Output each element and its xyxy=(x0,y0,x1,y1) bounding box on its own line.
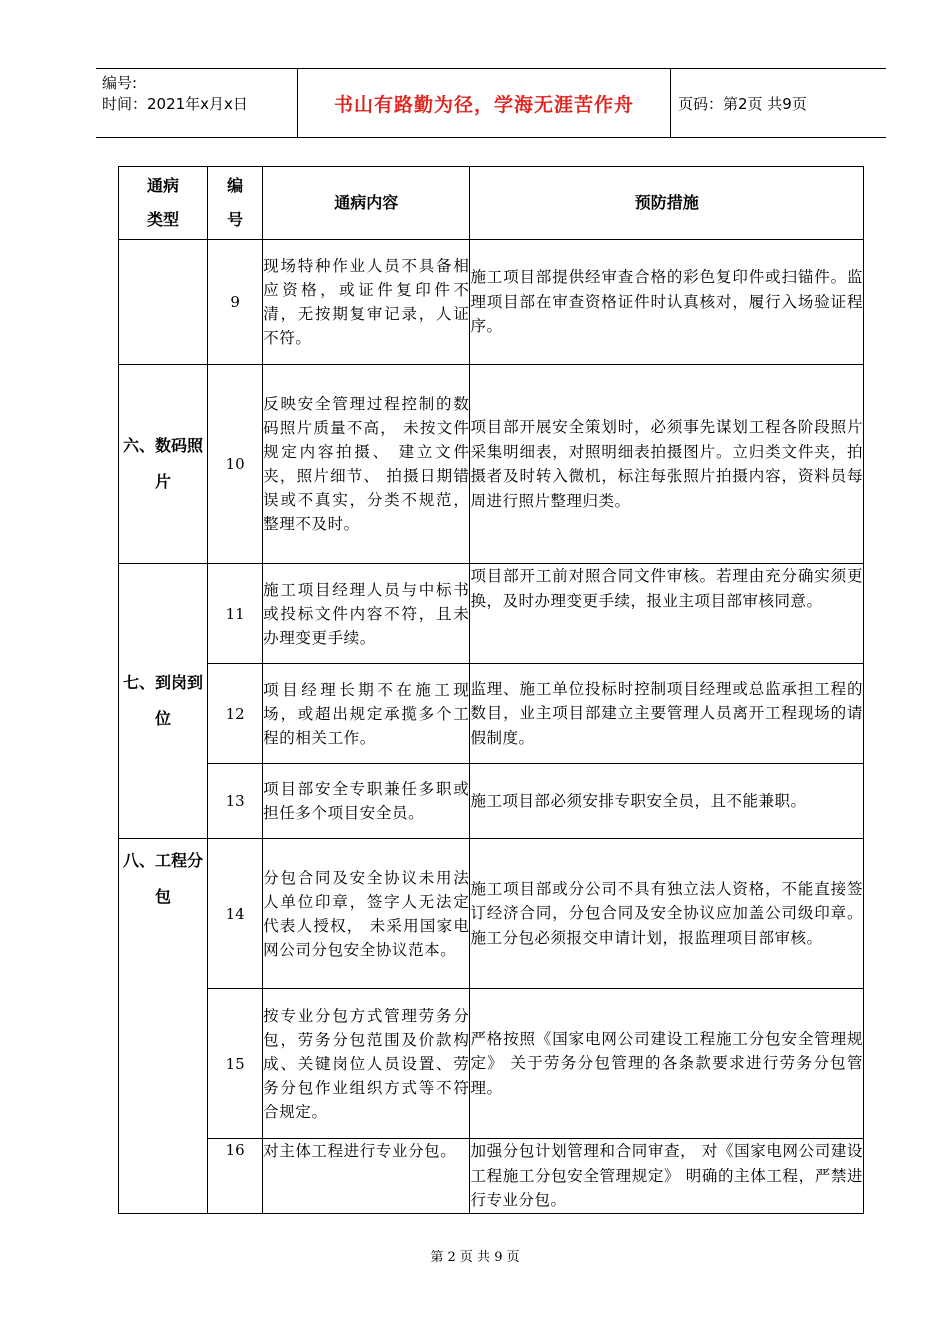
header-cell-category: 通病类型 xyxy=(119,167,208,240)
issue-cell: 项目部安全专职兼任多职或担任多个项目安全员。 xyxy=(263,764,470,839)
category-cell: 七、到岗到位 xyxy=(119,564,208,839)
page-header xyxy=(96,68,886,138)
header-cell-measure: 预防措施 xyxy=(470,167,864,240)
measure-cell: 施工项目部或分公司不具有独立法人资格，不能直接签订经济合同，分包合同及安全协议应加盖公司级印章。施工分包必须报交申请计划，报监理项目部审核。 xyxy=(470,839,864,989)
header-motto: 书山有路勤为径，学海无涯苦作舟 xyxy=(333,93,634,116)
issue-cell: 对主体工程进行专业分包。 xyxy=(263,1139,470,1214)
table-header-row xyxy=(119,167,864,240)
measure-cell: 严格按照《国家电网公司建设工程施工分包安全管理规定》 关于劳务分包管理的各条款要求进行劳务分包管理。 xyxy=(470,989,864,1139)
measure-cell: 加强分包计划管理和合同审查， 对《国家电网公司建设工程施工分包安全管理规定》 明确的主体工程，严禁进行专业分包。 xyxy=(470,1139,864,1214)
issue-cell: 反映安全管理过程控制的数码照片质量不高， 未按文件规定内容拍摄、 建立文件夹，照片细节、 拍摄日期错误或不真实，分类不规范， 整理不及时。 xyxy=(263,365,470,564)
time-label: 时间：2021年x月x日 xyxy=(102,95,248,113)
header-divider xyxy=(670,69,671,137)
table-row xyxy=(119,989,864,1139)
header-page-label: 页码：第2页 共9页 xyxy=(678,94,807,113)
table-row xyxy=(119,839,864,989)
issue-cell: 项目经理长期不在施工现场，或超出规定承揽多个工程的相关工作。 xyxy=(263,664,470,764)
number-cell: 16 xyxy=(208,1139,263,1214)
measure-cell: 监理、施工单位投标时控制项目经理或总监承担工程的数目，业主项目部建立主要管理人员离开工程现场的请假制度。 xyxy=(470,664,864,764)
issue-cell: 施工项目经理人员与中标书或投标文件内容不符，且未办理变更手续。 xyxy=(263,564,470,664)
category-cell xyxy=(119,240,208,365)
issue-cell: 现场特种作业人员不具备相应资格，或证件复印件不清，无按期复审记录，人证不符。 xyxy=(263,240,470,365)
category-cell: 八、工程分包 xyxy=(119,839,208,1214)
header-left xyxy=(102,73,298,115)
measure-cell: 项目部开工前对照合同文件审核。若理由充分确实须更换，及时办理变更手续，报业主项目部审核同意。 xyxy=(470,564,864,664)
table-row xyxy=(119,365,864,564)
table-row xyxy=(119,764,864,839)
measure-cell: 项目部开展安全策划时，必须事先谋划工程各阶段照片采集明细表，对照明细表拍摄图片。立归类文件夹，拍摄者及时转入微机，标注每张照片拍摄内容，资料员每周进行照片整理归类。 xyxy=(470,365,864,564)
issue-cell: 按专业分包方式管理劳务分包，劳务分包范围及价款构成、关键岗位人员设置、劳务分包作业组织方式等不符合规定。 xyxy=(263,989,470,1139)
measure-cell: 施工项目部提供经审查合格的彩色复印件或扫锚件。监理项目部在审查资格证件时认真核对，履行入场验证程序。 xyxy=(470,240,864,365)
table-row xyxy=(119,240,864,365)
issue-cell: 分包合同及安全协议未用法人单位印章，签字人无法定代表人授权， 未采用国家电网公司分包安全协议范本。 xyxy=(263,839,470,989)
number-cell: 14 xyxy=(208,839,263,989)
number-cell: 13 xyxy=(208,764,263,839)
number-cell: 10 xyxy=(208,365,263,564)
table-row xyxy=(119,664,864,764)
header-cell-number: 编号 xyxy=(208,167,263,240)
serial-label: 编号: xyxy=(102,74,138,92)
number-cell: 15 xyxy=(208,989,263,1139)
table-row xyxy=(119,564,864,664)
number-cell: 9 xyxy=(208,240,263,365)
number-cell: 11 xyxy=(208,564,263,664)
table-row xyxy=(119,1139,864,1214)
header-cell-issue: 通病内容 xyxy=(263,167,470,240)
measure-cell: 施工项目部必须安排专职安全员，且不能兼职。 xyxy=(470,764,864,839)
category-cell: 六、数码照片 xyxy=(119,365,208,564)
page-footer: 第 2 页 共 9 页 xyxy=(430,1250,520,1265)
number-cell: 12 xyxy=(208,664,263,764)
defects-table xyxy=(118,166,864,1214)
